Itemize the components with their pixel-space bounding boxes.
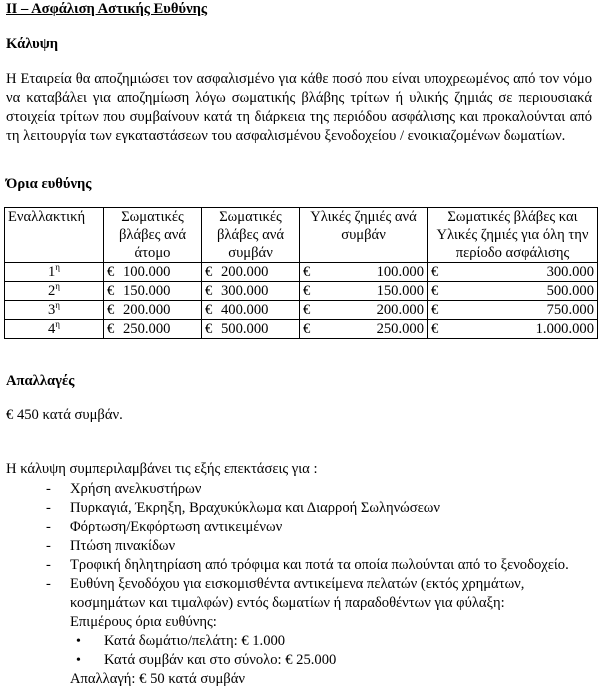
dash-marker: -	[46, 500, 51, 516]
table-row	[5, 301, 598, 320]
amount-value: 250.000	[376, 321, 424, 337]
table-header-row	[5, 208, 598, 263]
cell-property-per-event	[300, 263, 428, 282]
cell-alternative	[5, 263, 104, 282]
amount-value: 750.000	[546, 302, 594, 318]
list-item	[46, 575, 586, 689]
list-item	[46, 499, 586, 518]
sub-limits-block	[70, 613, 586, 689]
cell-bodily-per-event	[202, 282, 300, 301]
currency-symbol: €	[303, 264, 311, 280]
currency-symbol: €	[205, 283, 213, 299]
currency-symbol: €	[431, 283, 439, 299]
table-row	[5, 320, 598, 339]
dash-marker: -	[46, 481, 51, 497]
alternative-number: 4	[47, 321, 56, 337]
list-item	[46, 556, 586, 575]
amount-value: 150.000	[123, 283, 171, 299]
currency-symbol: €	[107, 302, 115, 318]
cell-property-per-event	[300, 320, 428, 339]
cell-aggregate	[428, 282, 598, 301]
cell-bodily-per-event	[202, 320, 300, 339]
table-row	[5, 263, 598, 282]
sub-limit-text: Κατά συμβάν και στο σύνολο: € 25.000	[104, 652, 337, 668]
amount-value: 100.000	[376, 264, 424, 280]
column-header-aggregate: Σωματικές βλάβες και Υλικές ζημιές για όλη την περίοδο ασφάλισης	[428, 208, 598, 263]
cell-bodily-per-person	[104, 301, 202, 320]
bullet-icon: •	[76, 634, 81, 649]
sub-deductible: Απαλλαγή: € 50 κατά συμβάν	[70, 671, 245, 687]
deductibles-text: € 450 κατά συμβάν.	[6, 407, 123, 423]
alternative-number: 2	[47, 283, 56, 299]
amount-value: 400.000	[221, 302, 269, 318]
cell-bodily-per-person	[104, 263, 202, 282]
currency-symbol: €	[431, 302, 439, 318]
currency-symbol: €	[107, 283, 115, 299]
column-header-property-per-event: Υλικές ζημιές ανά συμβάν	[300, 208, 428, 263]
ordinal-suffix: η	[55, 319, 60, 330]
coverage-paragraph: Η Εταιρεία θα αποζημιώσει τον ασφαλισμένο για κάθε ποσό που είναι υποχρεωμένος από τον νόμο να καταβάλει για αποζημίωση λόγω σωματικής βλάβης τρίτων ή υλικής ζημιάς σε περιουσιακά στοιχεία τρίτων που συμβαίνουν κατά τη διάρκεια της περιόδου ασφάλισης και προκαλούνται από τη λειτουργία των εγκαταστάσεων του ασφαλισμένου ξενοδοχείου / ενοικιαζομένων δωματίων.	[6, 71, 592, 144]
cell-alternative	[5, 320, 104, 339]
currency-symbol: €	[303, 321, 311, 337]
amount-value: 300.000	[546, 264, 594, 280]
column-header-bodily-per-person: Σωματικές βλάβες ανά άτομο	[104, 208, 202, 263]
dash-marker: -	[46, 557, 51, 573]
cell-aggregate	[428, 320, 598, 339]
cell-bodily-per-event	[202, 263, 300, 282]
cell-aggregate	[428, 301, 598, 320]
cell-bodily-per-event	[202, 301, 300, 320]
sub-limits-label: Επιμέρους όρια ευθύνης:	[70, 614, 217, 630]
amount-value: 1.000.000	[535, 321, 594, 337]
cell-alternative	[5, 282, 104, 301]
amount-value: 150.000	[376, 283, 424, 299]
amount-value: 500.000	[546, 283, 594, 299]
sub-limit-item	[70, 632, 586, 651]
currency-symbol: €	[303, 302, 311, 318]
cell-alternative	[5, 301, 104, 320]
dash-marker: -	[46, 519, 51, 535]
currency-symbol: €	[205, 321, 213, 337]
section-title: ΙΙ – Ασφάλιση Αστικής Ευθύνης	[6, 1, 208, 17]
amount-value: 200.000	[221, 264, 269, 280]
list-item-text: Πυρκαγιά, Έκρηξη, Βραχυκύκλωμα και Διαρροή Σωληνώσεων	[70, 500, 440, 516]
column-header-alternative: Εναλλακτική	[5, 208, 104, 263]
currency-symbol: €	[107, 321, 115, 337]
extensions-intro: Η κάλυψη συμπεριλαμβάνει τις εξής επεκτάσεις για :	[6, 461, 318, 477]
dash-marker: -	[46, 576, 51, 592]
list-item-text: Χρήση ανελκυστήρων	[70, 481, 202, 497]
cell-property-per-event	[300, 301, 428, 320]
currency-symbol: €	[205, 302, 213, 318]
alternative-number: 3	[47, 302, 56, 318]
bullet-icon: •	[76, 653, 81, 668]
limits-heading: Όρια ευθύνης	[6, 176, 92, 192]
ordinal-suffix: η	[55, 262, 60, 273]
extensions-list	[46, 480, 586, 689]
list-item	[46, 480, 586, 499]
amount-value: 200.000	[123, 302, 171, 318]
table-row	[5, 282, 598, 301]
cell-property-per-event	[300, 282, 428, 301]
sub-limit-item	[70, 651, 586, 670]
sub-limit-text: Κατά δωμάτιο/πελάτη: € 1.000	[104, 633, 286, 649]
alternative-number: 1	[47, 264, 56, 280]
column-header-bodily-per-event: Σωματικές βλάβες ανά συμβάν	[202, 208, 300, 263]
currency-symbol: €	[205, 264, 213, 280]
amount-value: 500.000	[221, 321, 269, 337]
list-item	[46, 537, 586, 556]
cell-aggregate	[428, 263, 598, 282]
ordinal-suffix: η	[55, 300, 60, 311]
cell-bodily-per-person	[104, 320, 202, 339]
list-item-text: Ευθύνη ξενοδόχου για εισκομισθέντα αντικείμενα πελατών (εκτός χρημάτων, κοσμημάτων και τιμαλφών) εντός δωματίων ή παραδοθέντων για φύλαξη:	[70, 576, 525, 611]
list-item-text: Τροφική δηλητηρίαση από τρόφιμα και ποτά τα οποία πωλούνται από το ξενοδοχείο.	[70, 557, 569, 573]
limits-table	[4, 207, 598, 339]
currency-symbol: €	[431, 264, 439, 280]
list-item	[46, 518, 586, 537]
coverage-heading: Κάλυψη	[6, 36, 59, 52]
amount-value: 300.000	[221, 283, 269, 299]
amount-value: 250.000	[123, 321, 171, 337]
list-item-text: Φόρτωση/Εκφόρτωση αντικειμένων	[70, 519, 283, 535]
currency-symbol: €	[303, 283, 311, 299]
amount-value: 200.000	[376, 302, 424, 318]
list-item-text: Πτώση πινακίδων	[70, 538, 176, 554]
currency-symbol: €	[431, 321, 439, 337]
dash-marker: -	[46, 538, 51, 554]
cell-bodily-per-person	[104, 282, 202, 301]
amount-value: 100.000	[123, 264, 171, 280]
ordinal-suffix: η	[55, 281, 60, 292]
currency-symbol: €	[107, 264, 115, 280]
deductibles-heading: Απαλλαγές	[6, 373, 75, 389]
